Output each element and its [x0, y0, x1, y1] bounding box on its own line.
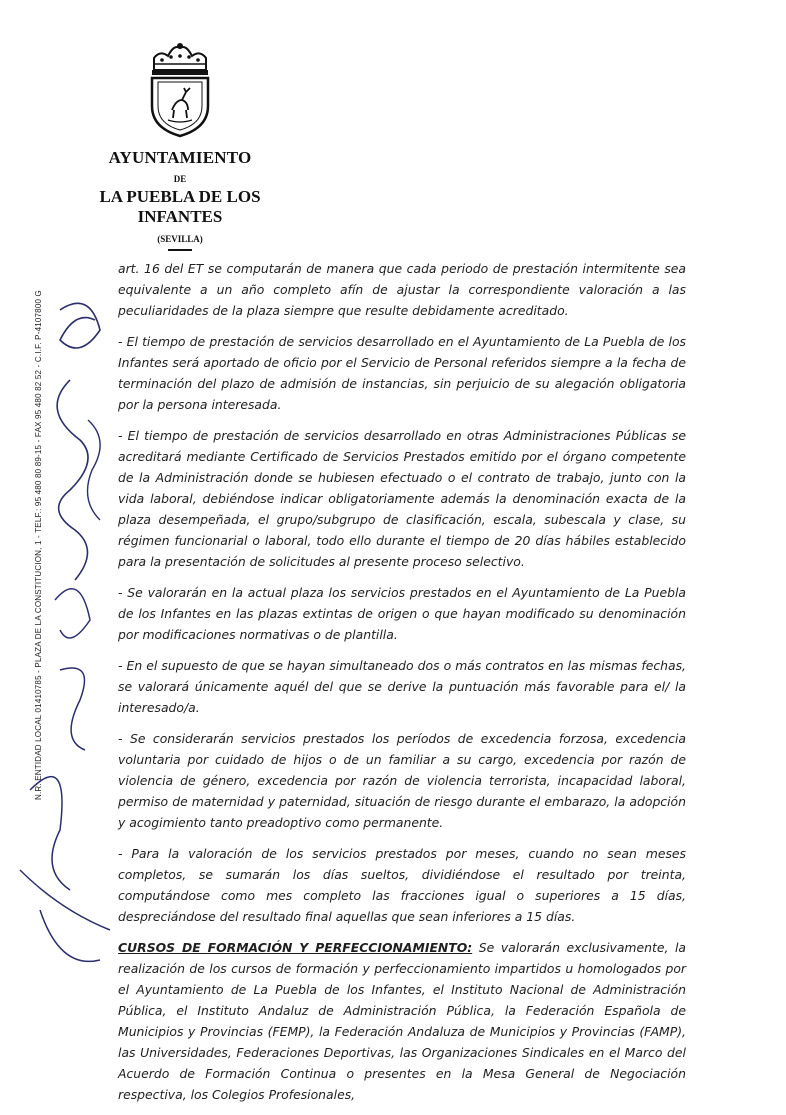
body-paragraph: - Para la valoración de los servicios prestados por meses, cuando no sean meses completos, se sumarán los días sueltos, dividiéndose el resultado por treinta, computándose como mes completo las fracciones igual o superiores a 15 días, despreciándose del resultado final aquellas que sean inferiores a 15 días.: [118, 846, 686, 924]
handwritten-signatures: [0, 270, 120, 990]
training-courses-paragraph: [118, 937, 686, 1105]
organization-name: AYUNTAMIENTO: [108, 148, 252, 167]
body-paragraph: - El tiempo de prestación de servicios desarrollado en el Ayuntamiento de La Puebla de los Infantes será aportado de oficio por el Servicio de Personal referidos siempre a la fecha de terminación del plazo de admisión de instancias, sin perjuicio de su alegación obligatoria por la persona interesada.: [118, 334, 686, 412]
body-paragraph: art. 16 del ET se computarán de manera que cada periodo de prestación intermitente sea equivalente a un año completo afín de ajustar la correspondiente valoración a las peculiaridades de la plaza siempre que resulte debidamente acreditado.: [118, 261, 686, 318]
section-text: Se valorarán exclusivamente, la realización de los cursos de formación y perfeccionamiento impartidos u homologados por el Ayuntamiento de La Puebla de los Infantes, el Instituto Nacional de Administración Pública, el Instituto Andaluz de Administración Pública, la Federación Española de Municipios y Provincias (FEMP), la Federación Andaluza de Municipios y Provincias (FAMP), las Universidades, Federaciones Deportivas, las Organizaciones Sindicales en el Marco del Acuerdo de Formación Continua o presentes en la Mesa General de Negociación respectiva, los Colegios Profesionales,: [118, 940, 686, 1102]
side-registration-text: N.R. ENTIDAD LOCAL 01410785 - PLAZA DE LA CONSTITUCION, 1 - TELF.: 95 480 80 89-15 - FAX 95 480 82 52 - C.I.F. P-4107800 G: [34, 290, 43, 800]
municipal-crest-icon: [140, 40, 220, 140]
document-body: [118, 258, 686, 1115]
body-paragraph: - En el supuesto de que se hayan simultaneado dos o más contratos en las mismas fechas, se valorará únicamente aquél del que se derive la puntuación más favorable para el/ la interesado/a.: [118, 658, 686, 715]
province-name: (SEVILLA): [157, 234, 203, 244]
body-paragraph: - Se valorarán en la actual plaza los servicios prestados en el Ayuntamiento de La Puebla de los Infantes en las plazas extintas de origen o que hayan modificado su denominación por modificaciones normativas o de plantilla.: [118, 585, 686, 642]
town-name: LA PUEBLA DE LOS INFANTES: [99, 187, 261, 226]
section-heading: CURSOS DE FORMACIÓN Y PERFECCIONAMIENTO:: [118, 940, 473, 955]
organization-connector: DE: [173, 174, 187, 184]
letterhead: [60, 40, 300, 251]
body-paragraph: - Se considerarán servicios prestados los períodos de excedencia forzosa, excedencia voluntaria por cuidado de hijos o de un familiar a su cargo, excedencia por razón de violencia de género, excedencia por razón de violencia terrorista, incapacidad laboral, permiso de maternidad y paternidad, situación de riesgo durante el embarazo, la adopción y acogimiento tanto preadoptivo como permanente.: [118, 731, 686, 830]
letterhead-divider: [168, 249, 192, 251]
body-paragraph: - El tiempo de prestación de servicios desarrollado en otras Administraciones Públicas se acreditará mediante Certificado de Servicios Prestados emitido por el órgano competente de la Administración donde se hubiesen efectuado o el contrato de trabajo, junto con la vida laboral, debiéndose indicar obligatoriamente además la denominación exacta de la plaza desempeñada, el grupo/subgrupo de clasificación, escala, subescala y clase, su régimen funcionarial o laboral, todo ello durante el tiempo de 20 días hábiles establecido para la presentación de solicitudes al presente proceso selectivo.: [118, 428, 686, 569]
